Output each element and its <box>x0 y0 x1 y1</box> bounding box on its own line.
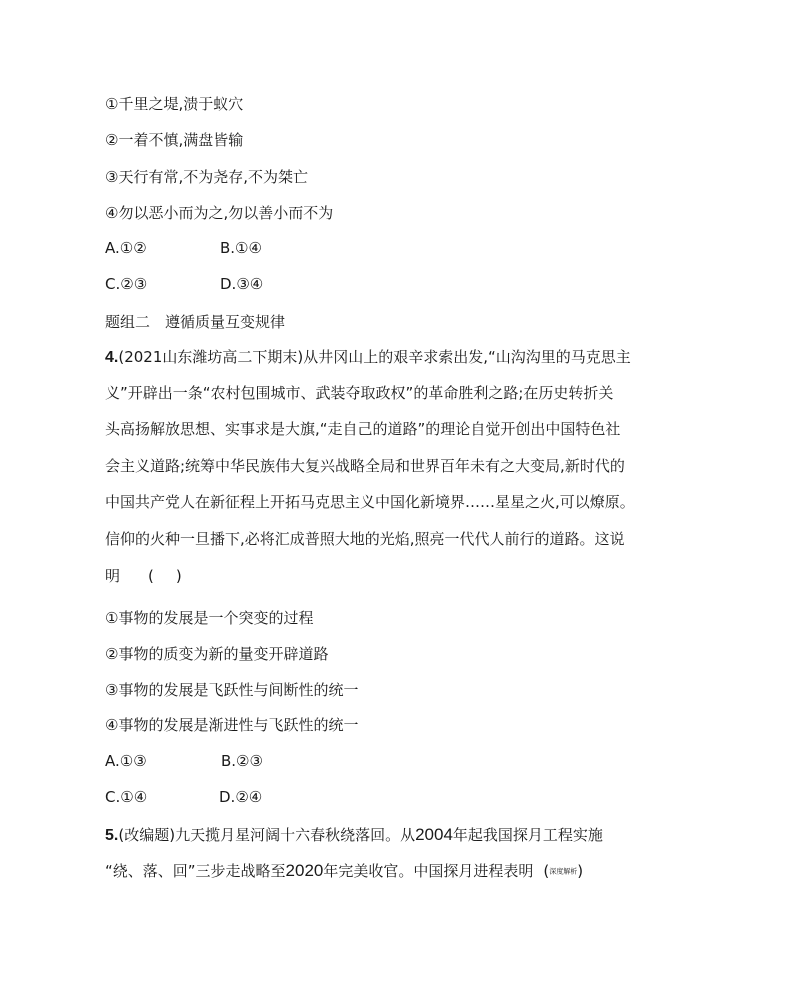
q4-line-3: 头高扬解放思想、实事求是大旗,“走自己的道路”的理论自觉开创出中国特色社 <box>105 420 621 438</box>
q5-paren-open: ( <box>543 862 550 880</box>
q5-line-1 <box>105 825 603 846</box>
q5-text-1b: 年起我国探月工程实施 <box>452 826 603 844</box>
q4-option-c[interactable]: C.①④ <box>105 788 148 806</box>
q5-year-2: 2020 <box>285 861 324 880</box>
q4-line-6: 信仰的火种一旦播下,必将汇成普照大地的光焰,照亮一代代人前行的道路。这说 <box>105 530 625 548</box>
q5-text-2a: “绕、落、回”三步走战略至 <box>105 862 286 880</box>
q4-option-a[interactable]: A.①③ <box>105 752 147 770</box>
q4-statement-1: ①事物的发展是一个突变的过程 <box>105 609 314 627</box>
q4-line-1 <box>105 347 631 368</box>
q5-number: 5. <box>105 827 119 844</box>
prev-option-b[interactable]: B.①④ <box>220 239 262 257</box>
q4-statement-4: ④事物的发展是渐进性与飞跃性的统一 <box>105 716 359 734</box>
q5-text-1a: 九天揽月星河阔十六春秋绕落回。从 <box>175 826 416 844</box>
prev-statement-4: ④勿以恶小而为之,勿以善小而不为 <box>105 204 334 222</box>
q4-line-2: 义”开辟出一条“农村包围城市、武装夺取政权”的革命胜利之路;在历史转折关 <box>105 384 614 402</box>
q5-text-2b: 年完美收官。中国探月进程表明 <box>323 862 534 880</box>
q5-tiny-note: 深度解析 <box>549 867 578 876</box>
q4-text-line-7: 明 <box>105 567 121 585</box>
prev-statement-3: ③天行有常,不为尧存,不为桀亡 <box>105 168 308 186</box>
q4-statement-2: ②事物的质变为新的量变开辟道路 <box>105 645 329 663</box>
q4-statement-3: ③事物的发展是飞跃性与间断性的统一 <box>105 681 359 699</box>
q5-source: (改编题) <box>118 826 176 844</box>
group-title: 题组二 遵循质量互变规律 <box>105 313 286 331</box>
q4-number: 4. <box>105 349 119 366</box>
prev-option-c[interactable]: C.②③ <box>105 275 148 293</box>
q4-option-d[interactable]: D.②④ <box>219 788 263 806</box>
q4-line-4: 会主义道路;统筹中华民族伟大复兴战略全局和世界百年未有之大变局,新时代的 <box>105 457 625 475</box>
prev-statement-1: ①千里之堤,溃于蚁穴 <box>105 95 244 113</box>
q4-line-7 <box>105 566 182 586</box>
q4-line-5: 中国共产党人在新征程上开拓马克思主义中国化新境界……星星之火,可以燎原。 <box>105 493 635 511</box>
prev-statement-2: ②一着不慎,满盘皆输 <box>105 131 244 149</box>
q4-option-b[interactable]: B.②③ <box>221 752 263 770</box>
q4-answer-paren-open: ( <box>148 567 154 585</box>
prev-option-a[interactable]: A.①② <box>105 239 147 257</box>
prev-option-d[interactable]: D.③④ <box>220 275 264 293</box>
q5-line-2 <box>105 861 583 882</box>
q4-answer-paren-close: ) <box>175 567 182 585</box>
q4-text-line-1: 从井冈山上的艰辛求索出发,“山沟沟里的马克思主 <box>303 348 631 366</box>
q5-paren-close: ) <box>577 862 584 880</box>
q5-year-1: 2004 <box>415 825 453 844</box>
q4-source: (2021山东潍坊高二下期末) <box>118 348 304 366</box>
